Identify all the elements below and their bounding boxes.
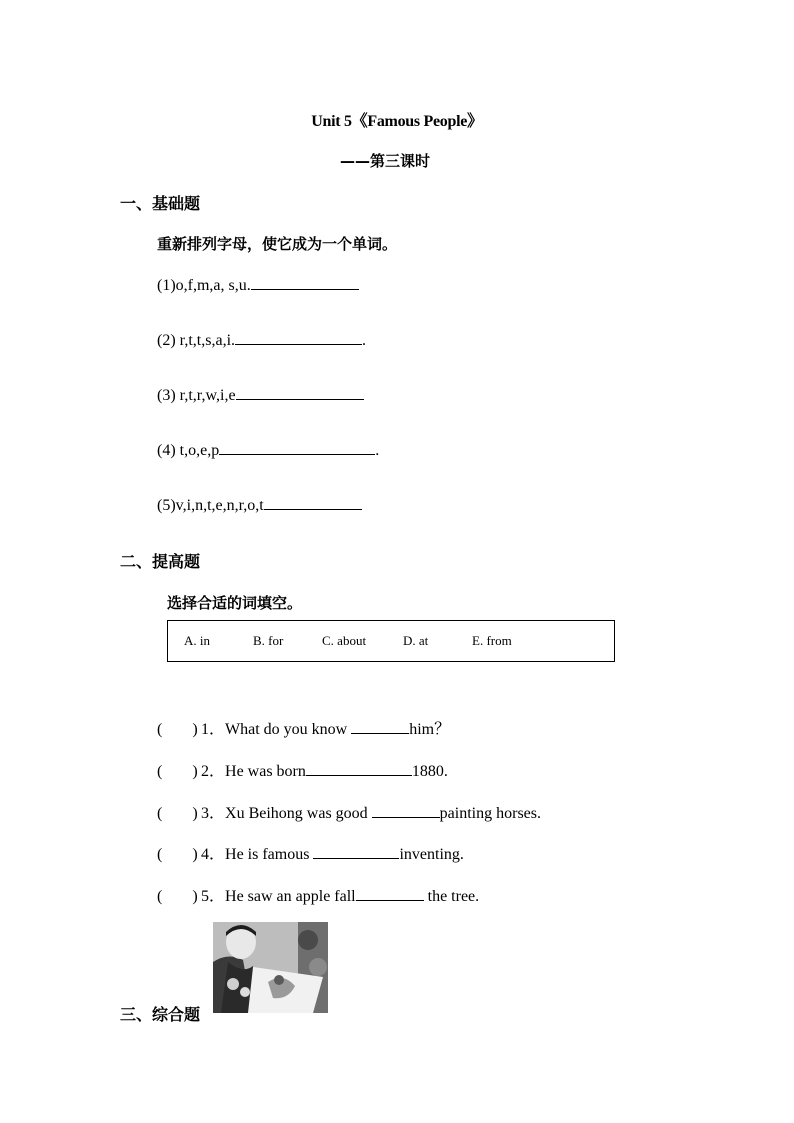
question-number: 2． bbox=[201, 763, 226, 780]
item-letters: (4) t,o,e,p bbox=[157, 442, 220, 459]
answer-blank[interactable] bbox=[219, 440, 375, 455]
question-text-end: 1880. bbox=[411, 763, 448, 780]
question-row bbox=[157, 883, 479, 906]
question-text: He was born bbox=[225, 763, 306, 780]
option-b: B. for bbox=[253, 633, 284, 648]
section-1-instruction: 重新排列字母，使它成为一个单词。 bbox=[157, 235, 398, 253]
question-text-end: the tree. bbox=[423, 888, 480, 905]
item-letters: (5)v,i,n,t,e,n,r,o,t bbox=[157, 497, 264, 514]
photo-illustration bbox=[213, 922, 328, 1013]
list-item bbox=[157, 385, 364, 405]
question-row bbox=[157, 800, 541, 823]
answer-paren[interactable]: ( ) bbox=[157, 888, 198, 905]
list-item bbox=[157, 440, 379, 460]
question-row bbox=[157, 758, 448, 781]
answer-blank[interactable] bbox=[351, 719, 409, 734]
section-2-instruction: 选择合适的词填空。 bbox=[167, 594, 303, 612]
section-1-heading: 一、基础题 bbox=[120, 194, 201, 213]
answer-paren[interactable]: ( ) bbox=[157, 846, 198, 863]
answer-blank[interactable] bbox=[372, 803, 440, 818]
option-d: D. at bbox=[403, 633, 429, 648]
page-title: Unit 5《Famous People》 bbox=[311, 113, 483, 130]
item-letters: (2) r,t,t,s,a,i. bbox=[157, 332, 236, 349]
answer-paren[interactable]: ( ) bbox=[157, 721, 198, 738]
question-row bbox=[157, 841, 464, 864]
question-number: 1． bbox=[201, 721, 226, 738]
photo-man-with-drawing bbox=[213, 922, 328, 1013]
question-number: 5． bbox=[201, 888, 226, 905]
list-item bbox=[157, 495, 362, 515]
option-e: E. from bbox=[472, 633, 512, 648]
answer-blank[interactable] bbox=[236, 385, 364, 400]
answer-blank[interactable] bbox=[356, 886, 424, 901]
question-row bbox=[157, 716, 450, 739]
question-number: 4． bbox=[201, 846, 226, 863]
answer-paren[interactable]: ( ) bbox=[157, 763, 198, 780]
item-tail: . bbox=[362, 332, 367, 349]
question-text: What do you know bbox=[225, 721, 352, 738]
section-3-heading: 三、综合题 bbox=[120, 1005, 201, 1024]
answer-blank[interactable] bbox=[235, 330, 362, 345]
answer-blank[interactable] bbox=[313, 844, 399, 859]
item-tail: . bbox=[375, 442, 380, 459]
answer-blank[interactable] bbox=[251, 275, 359, 290]
answer-paren[interactable]: ( ) bbox=[157, 805, 198, 822]
options-box bbox=[167, 620, 615, 662]
option-a: A. in bbox=[184, 633, 210, 648]
option-c: C. about bbox=[322, 633, 367, 648]
question-text: Xu Beihong was good bbox=[225, 805, 372, 822]
question-text-end: painting horses. bbox=[439, 805, 541, 822]
question-text-end: him？ bbox=[409, 721, 451, 738]
answer-blank[interactable] bbox=[306, 761, 412, 776]
list-item bbox=[157, 330, 366, 350]
question-text-end: inventing. bbox=[399, 846, 464, 863]
question-number: 3． bbox=[201, 805, 226, 822]
question-text: He is famous bbox=[225, 846, 314, 863]
page-subtitle: ——第三课时 bbox=[340, 152, 431, 170]
item-letters: (1)o,f,m,a, s,u. bbox=[157, 277, 251, 294]
question-text: He saw an apple fall bbox=[225, 888, 356, 905]
answer-blank[interactable] bbox=[264, 495, 362, 510]
item-letters: (3) r,t,r,w,i,e bbox=[157, 387, 236, 404]
section-2-heading: 二、提高题 bbox=[120, 552, 201, 571]
list-item bbox=[157, 275, 359, 295]
